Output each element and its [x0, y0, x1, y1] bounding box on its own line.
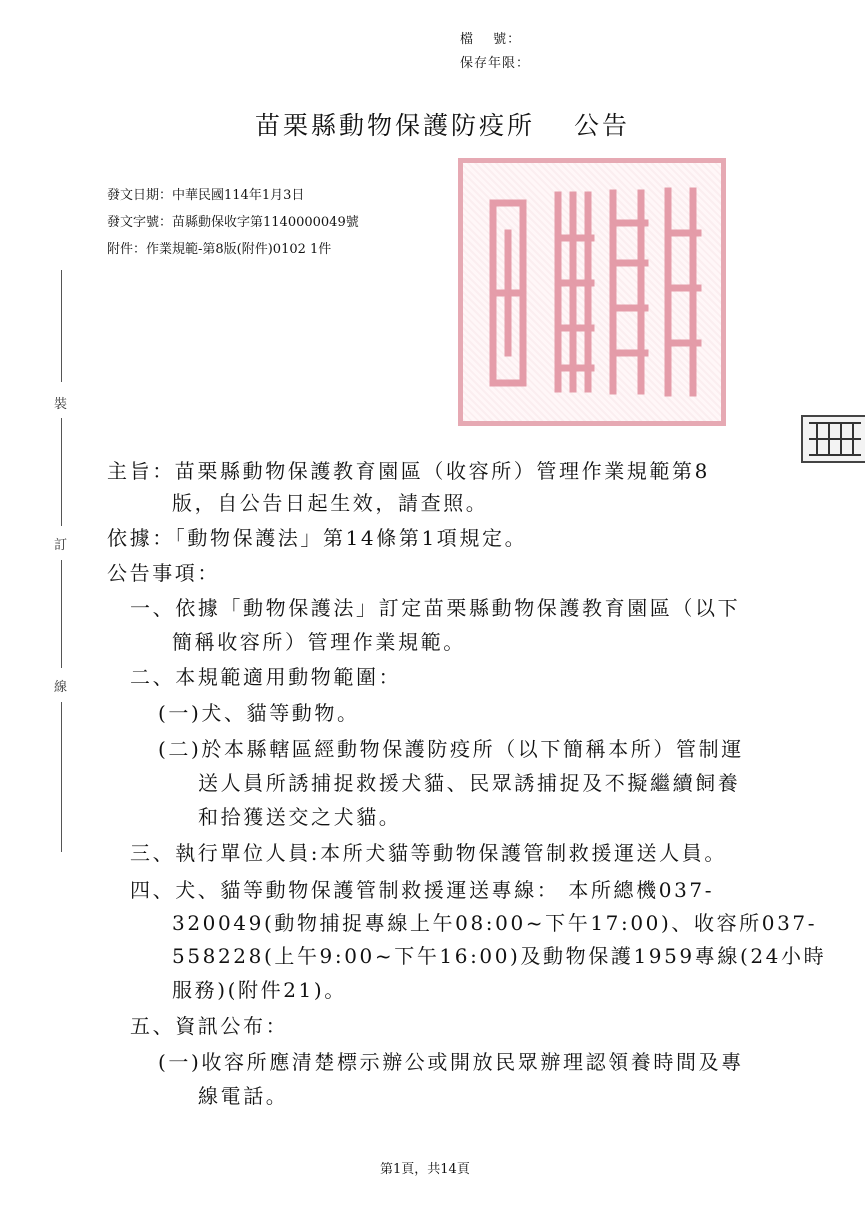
- binding-char-xian: 線: [54, 680, 68, 695]
- item-5-sub-1-line-2: 線電話。: [198, 1084, 289, 1108]
- seal-pattern-icon: [463, 163, 721, 421]
- binding-char-ding: 訂: [54, 538, 68, 553]
- subject-line-1: 主旨：苗栗縣動物保護教育園區（收容所）管理作業規範第8: [107, 459, 710, 483]
- item-2-sub-2-line-3: 和拾獲送交之犬貓。: [198, 805, 402, 829]
- binding-line-top: [61, 270, 62, 382]
- item-1-line-2: 簡稱收容所）管理作業規範。: [172, 630, 466, 654]
- item-2-sub-1: (一)犬、貓等動物。: [158, 701, 360, 725]
- item-2-sub-2-line-1: (二)於本縣轄區經動物保護防疫所（以下簡稱本所）管制運: [158, 737, 744, 761]
- subject-line-2: 版，自公告日起生效，請查照。: [172, 491, 489, 515]
- item-4-line-2: 320049(動物捕捉專線上午08:00~下午17:00)、收容所037-: [172, 911, 818, 935]
- attachment-info: 附件：作業規範-第8版(附件)0102 1件: [107, 242, 332, 257]
- item-4-line-1: 四、犬、貓等動物保護管制救援運送專線： 本所總機037-: [130, 878, 715, 902]
- page-title: 苗栗縣動物保護防疫所 公告: [255, 111, 630, 140]
- item-5: 五、資訊公布：: [130, 1014, 289, 1038]
- small-stamp: [801, 415, 865, 463]
- items-heading: 公告事項：: [107, 561, 220, 585]
- item-2-sub-2-line-2: 送人員所誘捕捉救援犬貓、民眾誘捕捉及不擬繼續飼養: [198, 771, 741, 795]
- item-2: 二、本規範適用動物範圍：: [130, 665, 402, 689]
- small-stamp-icon: [803, 417, 865, 461]
- official-seal-stamp: [458, 158, 726, 426]
- issue-date: 發文日期：中華民國114年1月3日: [107, 188, 305, 203]
- page-number: 第1頁，共14頁: [380, 1162, 470, 1177]
- basis: 依據：「動物保護法」第14條第1項規定。: [107, 526, 528, 550]
- binding-char-zhuang: 裝: [54, 397, 68, 412]
- file-number-label: 檔 號：: [460, 32, 522, 47]
- binding-line-bottom: [61, 702, 62, 852]
- item-3: 三、執行單位人員:本所犬貓等動物保護管制救援運送人員。: [130, 841, 727, 865]
- binding-line-middle-upper: [61, 418, 62, 526]
- retention-period-label: 保存年限：: [460, 56, 531, 71]
- binding-line-middle-lower: [61, 560, 62, 668]
- item-4-line-4: 服務)(附件21)。: [172, 978, 347, 1002]
- document-number: 發文字號：苗縣動保收字第1140000049號: [107, 215, 359, 230]
- item-5-sub-1-line-1: (一)收容所應清楚標示辦公或開放民眾辦理認領養時間及專: [158, 1050, 744, 1074]
- item-1-line-1: 一、依據「動物保護法」訂定苗栗縣動物保護教育園區（以下: [130, 596, 741, 620]
- item-4-line-3: 558228(上午9:00~下午16:00)及動物保護1959專線(24小時: [172, 944, 827, 968]
